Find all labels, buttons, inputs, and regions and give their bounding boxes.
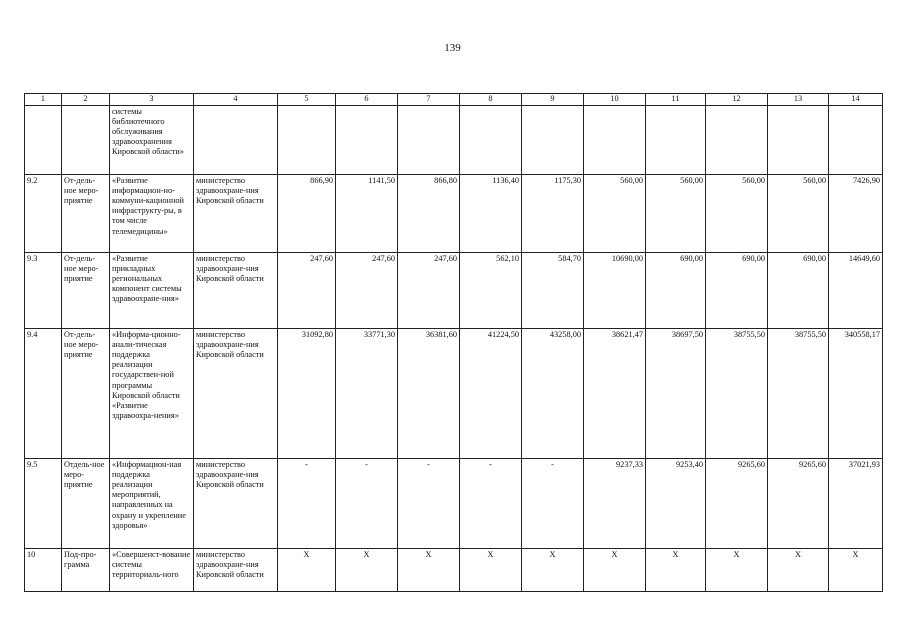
cell-desc: системы библиотечного обслуживания здравоохранения Кировской области» <box>110 106 194 175</box>
table-row <box>25 175 883 253</box>
cell-value: X <box>336 549 398 592</box>
table-row <box>25 459 883 549</box>
cell-value: 38755,50 <box>706 329 768 459</box>
cell-type: Под-про-грамма <box>62 549 110 592</box>
column-header: 5 <box>278 94 336 106</box>
cell-exec: министерство здравоохране-ния Кировской области <box>194 175 278 253</box>
cell-value: X <box>278 549 336 592</box>
cell-value: X <box>460 549 522 592</box>
cell-desc: «Совершенст-вование системы территориаль-ного <box>110 549 194 592</box>
column-header: 7 <box>398 94 460 106</box>
cell-value: 560,00 <box>584 175 646 253</box>
cell-desc: «Информацион-ная поддержка реализации мероприятий, направленных на охрану и укрепление здоровья» <box>110 459 194 549</box>
column-header: 4 <box>194 94 278 106</box>
cell-value: 247,60 <box>336 253 398 329</box>
cell-exec <box>194 106 278 175</box>
page-number: 139 <box>444 42 461 54</box>
cell-value: 36381,60 <box>398 329 460 459</box>
cell-value: 7426,90 <box>829 175 883 253</box>
cell-value: - <box>522 459 584 549</box>
column-header: 3 <box>110 94 194 106</box>
cell-value: 1175,30 <box>522 175 584 253</box>
cell-value: 560,00 <box>768 175 829 253</box>
cell-type <box>62 106 110 175</box>
cell-desc: «Развитие прикладных региональных компонент системы здравоохране-ния» <box>110 253 194 329</box>
column-header: 13 <box>768 94 829 106</box>
cell-value: X <box>768 549 829 592</box>
cell-exec: министерство здравоохране-ния Кировской области <box>194 329 278 459</box>
cell-value: 584,70 <box>522 253 584 329</box>
cell-value: 38755,50 <box>768 329 829 459</box>
cell-value: 562,10 <box>460 253 522 329</box>
cell-value: X <box>522 549 584 592</box>
cell-desc: «Информа-ционно-анали-тическая поддержка реализации государствен-ной программы Кировской области «Развитие здравоохра-нения» <box>110 329 194 459</box>
cell-value: - <box>278 459 336 549</box>
cell-value: 14649,60 <box>829 253 883 329</box>
cell-value: - <box>336 459 398 549</box>
table-row <box>25 329 883 459</box>
column-header: 6 <box>336 94 398 106</box>
cell-value: X <box>829 549 883 592</box>
cell-value: 9237,33 <box>584 459 646 549</box>
column-header: 11 <box>646 94 706 106</box>
cell-value: 38697,50 <box>646 329 706 459</box>
cell-value: X <box>646 549 706 592</box>
cell-value: 247,60 <box>398 253 460 329</box>
cell-value: 10690,00 <box>584 253 646 329</box>
cell-value: 33771,30 <box>336 329 398 459</box>
cell-value: - <box>460 459 522 549</box>
cell-value: X <box>706 549 768 592</box>
cell-value: 247,60 <box>278 253 336 329</box>
column-header: 2 <box>62 94 110 106</box>
header-row <box>25 94 883 106</box>
column-header: 1 <box>25 94 62 106</box>
cell-type: От-дель-ное меро-приятие <box>62 253 110 329</box>
continued-row <box>25 106 883 175</box>
cell-value: 340558,17 <box>829 329 883 459</box>
cell-value: 560,00 <box>646 175 706 253</box>
cell-value: - <box>398 459 460 549</box>
cell-value: 9265,60 <box>768 459 829 549</box>
cell-value: 690,00 <box>768 253 829 329</box>
budget-table <box>24 93 883 592</box>
cell-value: 866,90 <box>278 175 336 253</box>
cell-value: 37021,93 <box>829 459 883 549</box>
column-header: 8 <box>460 94 522 106</box>
cell-value: X <box>584 549 646 592</box>
cell-num: 9.3 <box>25 253 62 329</box>
column-header: 12 <box>706 94 768 106</box>
cell-value: 690,00 <box>706 253 768 329</box>
cell-desc: «Развитие информацион-но-коммуни-кационной инфраструкту-ры, в том числе телемедицины» <box>110 175 194 253</box>
cell-exec: министерство здравоохране-ния Кировской области <box>194 459 278 549</box>
cell-value: 1136,40 <box>460 175 522 253</box>
cell-value: 866,80 <box>398 175 460 253</box>
column-header: 10 <box>584 94 646 106</box>
cell-num: 9.2 <box>25 175 62 253</box>
cell-value: 38621,47 <box>584 329 646 459</box>
cell-type: От-дель-ное меро-приятие <box>62 175 110 253</box>
cell-num: 9.4 <box>25 329 62 459</box>
column-header: 14 <box>829 94 883 106</box>
column-header: 9 <box>522 94 584 106</box>
cell-exec: министерство здравоохране-ния Кировской области <box>194 549 278 592</box>
cell-exec: министерство здравоохране-ния Кировской области <box>194 253 278 329</box>
cell-value: 1141,50 <box>336 175 398 253</box>
cell-num: 9.5 <box>25 459 62 549</box>
table-row <box>25 253 883 329</box>
cell-value: X <box>398 549 460 592</box>
table-row <box>25 549 883 592</box>
cell-num <box>25 106 62 175</box>
cell-value: 9253,40 <box>646 459 706 549</box>
cell-value: 41224,50 <box>460 329 522 459</box>
cell-num: 10 <box>25 549 62 592</box>
cell-value: 31092,80 <box>278 329 336 459</box>
cell-type: От-дель-ное меро-приятие <box>62 329 110 459</box>
cell-type: Отдель-ное меро-приятие <box>62 459 110 549</box>
cell-value: 690,00 <box>646 253 706 329</box>
cell-value: 43258,00 <box>522 329 584 459</box>
cell-value: 560,00 <box>706 175 768 253</box>
cell-value: 9265,60 <box>706 459 768 549</box>
